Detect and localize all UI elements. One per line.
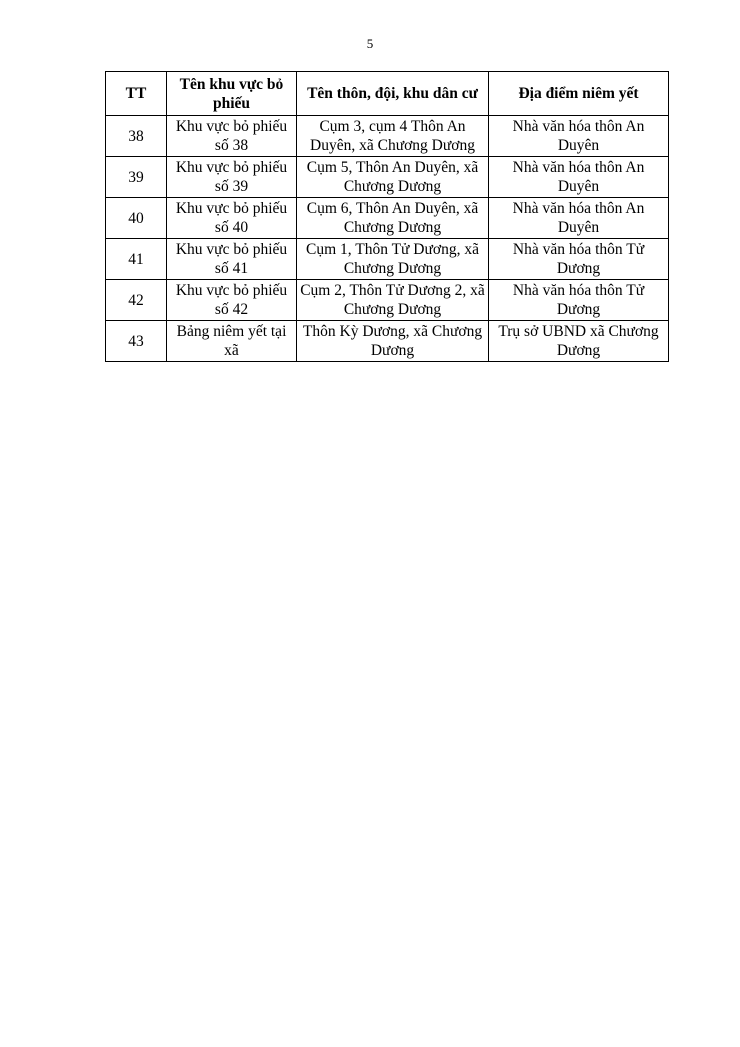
cell-village: Cụm 6, Thôn An Duyên, xã Chương Dương: [297, 198, 489, 239]
cell-voting-area: Khu vực bỏ phiếu số 42: [167, 280, 297, 321]
cell-village: Cụm 3, cụm 4 Thôn An Duyên, xã Chương Dương: [297, 116, 489, 157]
cell-voting-area: Khu vực bỏ phiếu số 39: [167, 157, 297, 198]
cell-posting-location: Trụ sở UBND xã Chương Dương: [489, 321, 669, 362]
voting-area-table: [105, 71, 669, 362]
header-tt: TT: [106, 72, 167, 116]
cell-posting-location: Nhà văn hóa thôn Tử Dương: [489, 239, 669, 280]
table-row: [106, 116, 669, 157]
cell-voting-area: Bảng niêm yết tại xã: [167, 321, 297, 362]
header-voting-area: Tên khu vực bỏ phiếu: [167, 72, 297, 116]
cell-village: Cụm 5, Thôn An Duyên, xã Chương Dương: [297, 157, 489, 198]
cell-tt: 41: [106, 239, 167, 280]
cell-tt: 39: [106, 157, 167, 198]
cell-village: Thôn Kỳ Dương, xã Chương Dương: [297, 321, 489, 362]
cell-posting-location: Nhà văn hóa thôn Tử Dương: [489, 280, 669, 321]
cell-posting-location: Nhà văn hóa thôn An Duyên: [489, 116, 669, 157]
cell-tt: 42: [106, 280, 167, 321]
table-header-row: [106, 72, 669, 116]
cell-voting-area: Khu vực bỏ phiếu số 38: [167, 116, 297, 157]
cell-posting-location: Nhà văn hóa thôn An Duyên: [489, 157, 669, 198]
header-village: Tên thôn, đội, khu dân cư: [297, 72, 489, 116]
table-row: [106, 157, 669, 198]
table-row: [106, 239, 669, 280]
page-number: 5: [366, 36, 374, 51]
cell-tt: 43: [106, 321, 167, 362]
cell-tt: 40: [106, 198, 167, 239]
cell-village: Cụm 1, Thôn Tử Dương, xã Chương Dương: [297, 239, 489, 280]
header-posting-location: Địa điểm niêm yết: [489, 72, 669, 116]
table-row: [106, 321, 669, 362]
cell-voting-area: Khu vực bỏ phiếu số 40: [167, 198, 297, 239]
cell-posting-location: Nhà văn hóa thôn An Duyên: [489, 198, 669, 239]
cell-voting-area: Khu vực bỏ phiếu số 41: [167, 239, 297, 280]
table-row: [106, 280, 669, 321]
cell-village: Cụm 2, Thôn Tử Dương 2, xã Chương Dương: [297, 280, 489, 321]
table-row: [106, 198, 669, 239]
cell-tt: 38: [106, 116, 167, 157]
